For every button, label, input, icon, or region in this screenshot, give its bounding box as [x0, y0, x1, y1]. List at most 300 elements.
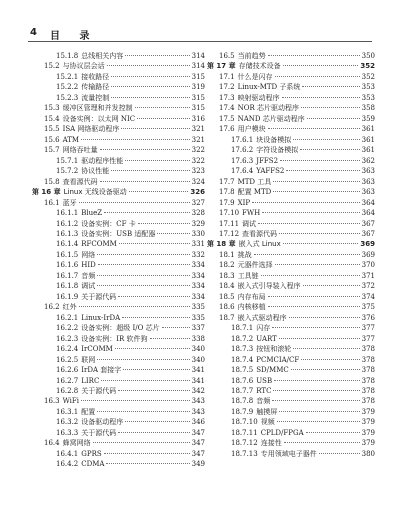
toc-entry: [30, 281, 205, 291]
toc-entry-number: 18.2: [219, 261, 235, 270]
toc-entry-title: 音频: [256, 397, 271, 406]
toc-entry: [205, 407, 375, 417]
toc-entry-number: 17.6.1: [231, 135, 254, 144]
toc-entry-number: 16.3: [44, 397, 60, 406]
toc-entry-number: 18.5: [219, 292, 235, 301]
toc-entry: [30, 166, 205, 176]
dot-leader: [101, 380, 189, 381]
dot-leader: [98, 264, 190, 265]
toc-entry: [30, 124, 205, 134]
dot-leader: [100, 181, 190, 182]
toc-entry-title: 块设备模拟: [256, 135, 292, 144]
toc-entry-title: 蓝牙: [62, 198, 77, 207]
toc-entry: [30, 396, 205, 406]
toc-entry-title: 流量控制: [81, 93, 110, 102]
page-title: 目 录: [50, 31, 98, 42]
toc-entry: [205, 292, 375, 302]
dot-leader: [125, 55, 189, 56]
toc-entry-title: 用户模块: [237, 125, 266, 134]
dot-leader: [97, 359, 189, 360]
toc-entry-number: 17.3: [219, 93, 235, 102]
toc-entry: [205, 323, 375, 333]
toc-entry-title: 总线相关内容: [81, 52, 124, 60]
toc-entry-title: 设备驱动程序: [81, 418, 124, 427]
toc-entry-number: 17.6.4: [231, 167, 254, 176]
toc-entry-title: 映射驱动程序: [237, 93, 280, 102]
toc-entry: [205, 187, 375, 197]
toc-entry-number: 15.2: [44, 62, 60, 71]
toc-entry-title: 内核移植: [237, 303, 266, 312]
toc-entry-page: 363: [361, 167, 375, 176]
dot-leader: [306, 432, 360, 433]
toc-entry-page: 329: [191, 219, 205, 228]
dot-leader: [137, 118, 190, 119]
toc-entry-page: 332: [191, 250, 205, 259]
toc-entry-title: MTD 工具: [237, 177, 272, 186]
toc-entry-page: 367: [361, 229, 375, 238]
toc-entry: [30, 417, 205, 427]
toc-entry-page: 378: [361, 397, 375, 406]
dot-leader: [284, 442, 360, 443]
toc-entry: [30, 198, 205, 208]
dot-leader: [268, 306, 360, 307]
dot-leader: [272, 327, 359, 328]
toc-entry-title: 按钮和滚轮: [256, 345, 292, 354]
toc-entry-page: 377: [361, 324, 375, 333]
toc-entry-page: 364: [361, 209, 375, 218]
dot-leader: [291, 369, 360, 370]
toc-entry-page: 315: [191, 72, 205, 81]
toc-entry-title: 查看源代码: [242, 229, 278, 238]
toc-entry-number: 18.7.7: [231, 387, 254, 395]
toc-entry-title: 字符设备模拟: [256, 146, 299, 155]
toc-entry-number: 18.4: [219, 282, 235, 291]
toc-entry: [205, 376, 375, 386]
toc-entry: [205, 124, 375, 134]
dot-leader: [157, 233, 189, 234]
toc-entry-number: 16.1.7: [56, 271, 79, 280]
toc-entry-title: 什么是闪存: [237, 72, 273, 81]
toc-entry-number: 17.4: [219, 104, 235, 113]
toc-entry-page: 342: [191, 387, 205, 395]
toc-entry-page: 347: [191, 449, 205, 458]
dot-leader: [258, 223, 360, 224]
page-number: 4: [30, 27, 37, 38]
toc-entry-number: 18.7.8: [231, 397, 254, 406]
toc-entry-page: 378: [361, 387, 375, 395]
toc-entry: [205, 198, 375, 208]
toc-entry-title: 设备实例：CF 卡: [81, 219, 136, 228]
dot-leader: [274, 380, 360, 381]
dot-leader: [135, 107, 190, 108]
toc-entry-page: 379: [361, 418, 375, 427]
dot-leader: [289, 317, 360, 318]
toc-entry-page: 369: [361, 250, 375, 259]
toc-entry-title: 关于源代码: [81, 387, 117, 395]
toc-entry-page: 378: [361, 376, 375, 385]
toc-entry-title: 关于源代码: [81, 428, 117, 437]
toc-entry: [30, 323, 205, 333]
toc-entry-number: 16.1.1: [56, 209, 79, 218]
toc-entry-number: 16.1.5: [56, 250, 79, 259]
toc-entry: [205, 114, 375, 124]
toc-entry: [30, 208, 205, 218]
toc-left-column: [30, 51, 205, 470]
toc-entry-title: FWH: [242, 209, 261, 218]
toc-entry-page: 379: [361, 439, 375, 448]
toc-entry: [30, 82, 205, 92]
toc-entry: [205, 313, 375, 323]
dot-leader: [115, 348, 190, 349]
toc-entry: [30, 449, 205, 459]
toc-entry-title: HID: [81, 261, 96, 270]
toc-entry-title: 专用领域电子器件: [260, 449, 317, 458]
toc-entry-number: 18.7.10: [231, 418, 258, 427]
toc-entry-number: 17.7: [219, 177, 235, 186]
toc-entry-page: 361: [361, 146, 375, 155]
toc-entry-number: 18.7: [219, 313, 235, 322]
toc-entry-page: 334: [191, 271, 205, 280]
toc-entry-page: 350: [361, 52, 375, 60]
dot-leader: [273, 181, 359, 182]
toc-entry: [205, 208, 375, 218]
toc-entry-number: 第 18 章: [207, 240, 236, 249]
toc-entry: [30, 177, 205, 187]
dot-leader: [293, 139, 359, 140]
toc-entry: [30, 334, 205, 344]
toc-entry-number: 15.7.1: [56, 156, 79, 165]
toc-entry-title: XIP: [237, 198, 251, 207]
dot-leader: [106, 463, 189, 464]
dot-leader: [283, 243, 359, 244]
toc-chapter-entry: [30, 187, 205, 197]
toc-entry-page: 335: [191, 303, 205, 312]
toc-entry-title: 闪存: [256, 324, 271, 333]
toc-entry-number: 18.7.5: [231, 366, 254, 375]
toc-entry-page: 315: [191, 104, 205, 113]
toc-entry-page: 353: [361, 93, 375, 102]
toc-entry: [205, 219, 375, 229]
dot-leader: [252, 202, 360, 203]
toc-entry-number: 16.2.1: [56, 313, 79, 322]
toc-entry-title: 当前趋势: [237, 52, 266, 60]
toc-entry-title: LIRC: [81, 376, 100, 385]
toc-entry-page: 371: [361, 271, 375, 280]
toc-entry-number: 17.2: [219, 83, 235, 92]
toc-entry-page: 363: [361, 188, 375, 197]
toc-entry-number: 17.9: [219, 198, 235, 207]
toc-entry-page: 352: [360, 62, 375, 71]
toc-chapter-entry: [205, 239, 375, 249]
dot-leader: [111, 170, 189, 171]
toc-entry-page: 343: [191, 397, 205, 406]
toc-entry-number: 16.3.3: [56, 428, 79, 437]
toc-entry: [30, 72, 205, 82]
dot-leader: [100, 149, 190, 150]
dot-leader: [129, 191, 189, 192]
toc-entry-page: 341: [191, 366, 205, 375]
toc-entry-number: 16.2.4: [56, 345, 79, 354]
toc-entry-title: BlueZ: [81, 209, 103, 218]
toc-entry: [205, 449, 375, 459]
toc-entry: [30, 292, 205, 302]
toc-entry-page: 334: [191, 282, 205, 291]
toc-entry-page: 341: [191, 376, 205, 385]
dot-leader: [268, 55, 360, 56]
toc-entry-number: 16.1.3: [56, 229, 79, 238]
toc-entry: [205, 344, 375, 354]
toc-entry-number: 15.8: [44, 177, 60, 186]
toc-entry-page: 376: [361, 313, 375, 322]
toc-entry-page: 375: [361, 303, 375, 312]
dot-leader: [104, 453, 190, 454]
toc-entry-number: 15.1.8: [56, 52, 79, 60]
toc-entry-page: 340: [191, 355, 205, 364]
toc-entry-title: 触摸屏: [256, 407, 278, 416]
toc-entry-number: 17.11: [219, 219, 240, 228]
toc-entry-number: 18.7.6: [231, 376, 254, 385]
toc-entry-page: 334: [191, 292, 205, 301]
toc-entry: [205, 302, 375, 312]
toc-entry-page: 353: [361, 83, 375, 92]
dot-leader: [97, 411, 189, 412]
toc-entry: [205, 145, 375, 155]
toc-entry-title: IrCOMM: [81, 345, 113, 354]
toc-entry: [30, 103, 205, 113]
toc-entry-title: 网络: [81, 250, 96, 259]
toc-entry: [205, 135, 375, 145]
toc-entry: [205, 177, 375, 187]
toc-entry-number: 18.7.3: [231, 345, 254, 354]
toc-entry-title: 协议性能: [81, 167, 110, 176]
toc-entry-number: 16.2.3: [56, 334, 79, 343]
dot-leader: [81, 400, 190, 401]
toc-entry-title: RTC: [256, 387, 272, 395]
dot-leader: [273, 390, 359, 391]
toc-entry-title: 调试: [81, 282, 96, 291]
toc-entry: [205, 428, 375, 438]
dot-leader: [282, 97, 360, 98]
toc-entry-page: 361: [361, 135, 375, 144]
toc-entry-number: 18.7.1: [231, 324, 254, 333]
toc-entry-number: 18.6: [219, 303, 235, 312]
toc-entry: [205, 156, 375, 166]
dot-leader: [301, 359, 359, 360]
toc-entry-number: 16.1.4: [56, 240, 79, 249]
page-header: [28, 27, 372, 42]
toc-entry: [205, 271, 375, 281]
toc-entry: [205, 229, 375, 239]
toc-entry-title: 设备实例：USB 适配器: [81, 229, 156, 238]
toc-entry-number: 18.7.4: [231, 355, 254, 364]
toc-entry-number: 17.12: [219, 229, 240, 238]
toc-entry-number: 18.7.2: [231, 334, 254, 343]
toc-entry-page: 328: [191, 209, 205, 218]
toc-entry-page: 335: [191, 313, 205, 322]
toc-entry-page: 379: [361, 428, 375, 437]
toc-entry-title: ISA 网络驱动程序: [62, 125, 120, 134]
toc-entry-title: 挑战: [237, 250, 252, 259]
dot-leader: [268, 296, 360, 297]
toc-entry: [30, 219, 205, 229]
toc-entry-page: 331: [191, 240, 205, 249]
toc-entry: [205, 72, 375, 82]
toc-entry-title: IrDA 套接字: [81, 366, 122, 375]
toc-entry-title: CDMA: [81, 460, 105, 469]
toc-entry-page: 343: [191, 407, 205, 416]
dot-leader: [286, 170, 359, 171]
toc-entry: [30, 428, 205, 438]
toc-entry-page: 363: [361, 177, 375, 186]
toc-entry-title: Linux-MTD 子系统: [237, 83, 301, 92]
dot-leader: [254, 254, 360, 255]
dot-leader: [121, 128, 189, 129]
toc-entry: [30, 386, 205, 396]
toc-entry-page: 377: [361, 334, 375, 343]
toc-entry: [205, 438, 375, 448]
toc-entry-title: 元器件选择: [237, 261, 273, 270]
toc-entry-number: 16.1.8: [56, 282, 79, 291]
toc-entry: [205, 386, 375, 396]
toc-entry-number: 15.2.2: [56, 83, 79, 92]
toc-entry-page: 347: [191, 428, 205, 437]
dot-leader: [273, 191, 359, 192]
toc-entry-number: 16.2.7: [56, 376, 79, 385]
toc-entry-number: 17.6: [219, 125, 235, 134]
toc-entry-page: 334: [191, 261, 205, 270]
dot-leader: [111, 97, 189, 98]
toc-entry: [30, 365, 205, 375]
toc-entry-page: 314: [191, 52, 205, 60]
toc-entry-page: 349: [191, 460, 205, 469]
toc-entry-number: 16.4.1: [56, 449, 79, 458]
toc-entry-page: 321: [191, 125, 205, 134]
toc-entry: [205, 260, 375, 270]
toc-entry-number: 18.7.9: [231, 407, 254, 416]
toc-entry-page: 361: [361, 125, 375, 134]
toc-entry-number: 15.5: [44, 125, 60, 134]
toc-entry: [30, 355, 205, 365]
toc-entry-number: 第 16 章: [32, 188, 61, 197]
toc-entry-title: Linux-IrDA: [81, 313, 121, 322]
toc-entry: [30, 302, 205, 312]
dot-leader: [261, 275, 360, 276]
toc-entry-page: 378: [361, 355, 375, 364]
toc-entry-title: 与协议层会话: [62, 62, 105, 71]
toc-entry-number: 18.7.12: [231, 439, 258, 448]
dot-leader: [97, 285, 189, 286]
dot-leader: [138, 223, 190, 224]
toc-entry-number: 第 17 章: [207, 62, 236, 71]
toc-entry-title: SD/MMC: [256, 366, 289, 375]
toc-entry-number: 15.3: [44, 104, 60, 113]
toc-entry-number: 17.10: [219, 209, 240, 218]
toc-entry-number: 15.2.1: [56, 72, 79, 81]
dot-leader: [280, 160, 360, 161]
dot-leader: [262, 212, 359, 213]
dot-leader: [301, 107, 360, 108]
toc-entry-page: 319: [191, 83, 205, 92]
toc-entry-number: 15.2.3: [56, 93, 79, 102]
toc-entry: [30, 271, 205, 281]
toc-entry-page: 369: [360, 240, 375, 249]
toc-entry-number: 16.2.8: [56, 387, 79, 395]
toc-entry-number: 17.6.2: [231, 146, 254, 155]
toc-entry: [30, 114, 205, 124]
toc-entry-number: 16.2.6: [56, 366, 79, 375]
toc-entry-title: JFFS2: [256, 156, 279, 165]
toc-entry-number: 16.1.6: [56, 261, 79, 270]
toc-entry-page: 380: [361, 449, 375, 458]
toc-entry-title: 设备实例：以太网 NIC: [62, 114, 136, 123]
toc-entry: [30, 344, 205, 354]
toc-entry: [30, 156, 205, 166]
dot-leader: [275, 264, 360, 265]
toc-entry-title: RFCOMM: [81, 240, 117, 249]
toc-entry-number: 16.1: [44, 198, 60, 207]
toc-entry-number: 17.1: [219, 72, 235, 81]
dot-leader: [283, 65, 359, 66]
toc-entry-page: 315: [191, 93, 205, 102]
toc-entry-title: 网络吞吐量: [62, 146, 98, 155]
toc-entry-title: ATM: [62, 135, 80, 144]
dot-leader: [122, 317, 189, 318]
toc-entry-number: 17.5: [219, 114, 235, 123]
dot-leader: [118, 390, 189, 391]
toc-entry: [205, 166, 375, 176]
dot-leader: [162, 327, 190, 328]
toc-entry-title: 驱动程序性能: [81, 156, 124, 165]
toc-entry-number: 15.4: [44, 114, 60, 123]
toc-entry: [30, 459, 205, 469]
toc-entry-title: 传输路径: [81, 83, 110, 92]
toc-entry-title: 音频: [81, 271, 96, 280]
toc-entry-page: 370: [361, 261, 375, 270]
toc-entry: [205, 365, 375, 375]
dot-leader: [111, 76, 189, 77]
toc-entry-page: 358: [361, 104, 375, 113]
dot-leader: [125, 421, 189, 422]
toc-entry-number: 16.3.1: [56, 407, 79, 416]
toc-entry-title: NOR 芯片驱动程序: [237, 104, 299, 113]
toc-entry-title: 联网: [81, 355, 96, 364]
toc-entry-page: 338: [191, 334, 205, 343]
toc-entry: [30, 407, 205, 417]
toc-entry-page: 324: [191, 177, 205, 186]
toc-entry: [30, 229, 205, 239]
toc-entry: [205, 82, 375, 92]
toc-entry-page: 322: [191, 146, 205, 155]
dot-leader: [303, 285, 360, 286]
toc-entry-title: 设备实例：IR 软件狗: [81, 334, 148, 343]
toc-entry-number: 16.4.2: [56, 460, 79, 469]
toc-entry-title: 工具链: [237, 271, 259, 280]
toc-entry: [205, 334, 375, 344]
toc-entry-title: Linux 无线设备驱动: [63, 188, 127, 197]
toc-entry-title: 关于源代码: [81, 292, 117, 301]
toc-entry: [205, 93, 375, 103]
toc-entry-page: 378: [361, 366, 375, 375]
toc-entry-page: 327: [191, 198, 205, 207]
toc-entry-number: 16.2.5: [56, 355, 79, 364]
toc-entry-page: 347: [191, 439, 205, 448]
toc-entry: [30, 438, 205, 448]
toc-entry: [30, 313, 205, 323]
toc-entry-title: UART: [256, 334, 277, 343]
toc-entry: [30, 250, 205, 260]
toc-entry: [30, 135, 205, 145]
toc-entry: [30, 260, 205, 270]
